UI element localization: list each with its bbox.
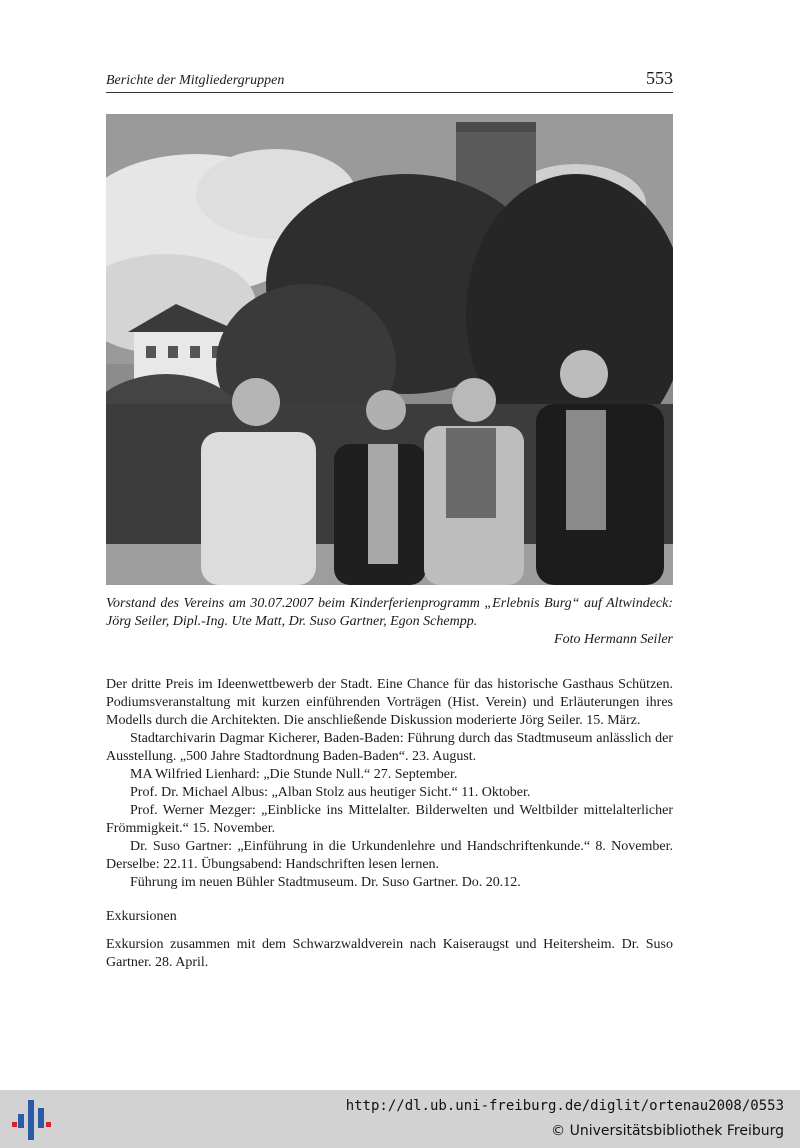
paragraph: Stadtarchivarin Dagmar Kicherer, Baden-Baden: Führung durch das Stadtmuseum anlässlich der Ausstellung. „500 Jahre Stadtordnung Baden-Baden“. 23. August. (106, 731, 673, 764)
paragraph: Prof. Dr. Michael Albus: „Alban Stolz aus heutiger Sicht.“ 11. Oktober. (130, 785, 531, 800)
copyright-text: © Universitätsbibliothek Freiburg (551, 1123, 784, 1139)
document-url-link[interactable]: http://dl.ub.uni-freiburg.de/diglit/ortenau2008/0553 (345, 1098, 784, 1114)
paragraph: Der dritte Preis im Ideenwettbewerb der Stadt. Eine Chance für das historische Gasthaus Schützen. Podiumsveranstaltung mit kurzen einführenden Vorträgen (Hist. Verein) und Erläuterungen ihres Modells durch die Architekten. Die anschließende Diskussion moderierte Jörg Seiler. 15. März. (106, 677, 673, 728)
footer-bar (0, 1090, 800, 1148)
paragraph: Führung im neuen Bühler Stadtmuseum. Dr. Suso Gartner. Do. 20.12. (130, 875, 521, 890)
paragraph: Exkursion zusammen mit dem Schwarzwaldverein nach Kaiseraugst und Heitersheim. Dr. Suso Gartner. 28. April. (106, 937, 673, 970)
caption-text: Vorstand des Vereins am 30.07.2007 beim Kinderferienprogramm „Erlebnis Burg“ auf Altwindeck: Jörg Seiler, Dipl.-Ing. Ute Matt, Dr. Suso Gartner, Egon Schempp. (106, 596, 673, 629)
paragraph: Prof. Werner Mezger: „Einblicke ins Mittelalter. Bilderwelten und Weltbilder mittelalterlicher Frömmigkeit.“ 15. November. (106, 803, 673, 836)
paragraph: Dr. Suso Gartner: „Einführung in die Urkundenlehre und Handschriftenkunde.“ 8. November. Derselbe: 22.11. Übungsabend: Handschriften lesen lernen. (106, 839, 673, 872)
paragraph: MA Wilfried Lienhard: „Die Stunde Null.“ 27. September. (130, 767, 458, 782)
body-text (106, 676, 673, 972)
running-head-title: Berichte der Mitgliedergruppen (106, 73, 285, 88)
section-heading: Exkursionen (106, 909, 177, 924)
page-number: 553 (646, 68, 673, 88)
group-photo (106, 114, 673, 585)
library-logo-icon (10, 1098, 52, 1142)
running-header (106, 68, 673, 93)
photo-credit: Foto Hermann Seiler (554, 632, 673, 647)
figure-caption (106, 595, 673, 649)
